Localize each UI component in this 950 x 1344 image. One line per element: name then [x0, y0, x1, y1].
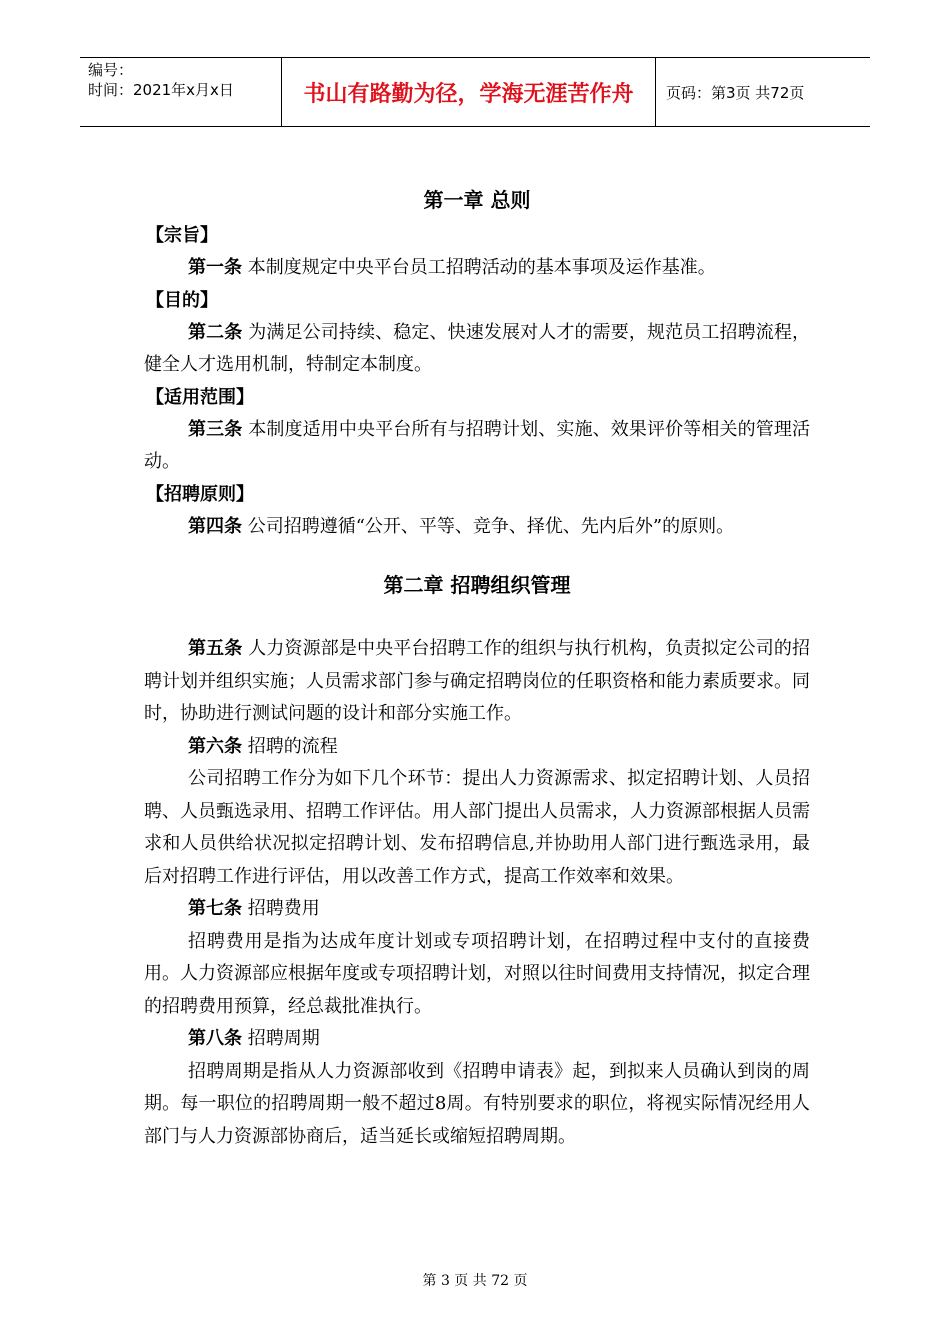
article-text: 本制度适用中央平台所有与招聘计划、实施、效果评价等相关的管理活动。 — [144, 418, 811, 472]
article-text: 人力资源部是中央平台招聘工作的组织与执行机构，负责拟定公司的招聘计划并组织实施；人员需求部门参与确定招聘岗位的任职资格和能力素质要求。同时，协助进行测试问题的设计和部分实施工作。 — [144, 638, 811, 724]
article-lead: 第四条 — [188, 515, 242, 537]
article-lead: 第三条 — [188, 418, 243, 440]
article-2 — [144, 317, 810, 382]
article-lead: 第一条 — [188, 257, 242, 278]
article-text: 公司招聘遵循“公开、平等、竞争、择优、先内后外”的原则。 — [247, 515, 735, 537]
article-5 — [144, 633, 810, 731]
article-4 — [144, 511, 810, 544]
section-heading: 【目的】 — [146, 289, 218, 311]
article-title: 招聘的流程 — [247, 735, 338, 757]
article-lead: 第八条 — [188, 1028, 242, 1049]
article-3 — [144, 414, 810, 479]
chapter-1-title: 第一章 总则 — [423, 188, 531, 212]
header-table — [80, 57, 870, 127]
motto: 书山有路勤为径，学海无涯苦作舟 — [282, 58, 656, 126]
article-text: 为满足公司持续、稳定、快速发展对人才的需要，规范员工招聘流程，健全人才选用机制，特制定本制度。 — [144, 321, 811, 375]
article-6-body: 公司招聘工作分为如下几个环节：提出人力资源需求、拟定招聘计划、人员招聘、人员甄选录用、招聘工作评估。用人部门提出人员需求，人力资源部根据人员需求和人员供给状况拟定招聘计划、发布招聘信息,并协助用人部门进行甄选录用，最后对招聘工作进行评估，用以改善工作方式，提高工作效率和效果。 — [144, 768, 810, 887]
article-8-heading — [144, 1023, 810, 1056]
article-7-body: 招聘费用是指为达成年度计划或专项招聘计划，在招聘过程中支付的直接费用。人力资源部应根据年度或专项招聘计划，对照以往时间费用支持情况，拟定合理的招聘费用预算，经总裁批准执行。 — [144, 930, 810, 1017]
time-label: 时间：2021年x月x日 — [88, 81, 234, 99]
article-title: 招聘周期 — [247, 1028, 320, 1049]
article-title: 招聘费用 — [247, 898, 320, 919]
section-heading: 【宗旨】 — [146, 225, 218, 246]
chapter-2-title: 第二章 招聘组织管理 — [383, 573, 571, 597]
article-lead: 第六条 — [188, 735, 242, 757]
header-meta-cell — [80, 58, 282, 126]
article-lead: 第五条 — [188, 638, 243, 659]
section-heading: 【适用范围】 — [146, 386, 254, 408]
article-lead: 第二条 — [188, 321, 243, 343]
article-1 — [144, 252, 810, 285]
header-page-label: 页码：第3页 共72页 — [666, 83, 805, 102]
number-label: 编号： — [88, 61, 134, 79]
article-text: 本制度规定中央平台员工招聘活动的基本事项及运作基准。 — [247, 257, 716, 278]
section-heading: 【招聘原则】 — [146, 483, 254, 505]
article-lead: 第七条 — [188, 898, 242, 919]
article-7-heading — [144, 893, 810, 926]
page-footer: 第 3 页 共 72 页 — [422, 1273, 528, 1289]
article-6-heading — [144, 731, 810, 764]
document-body — [144, 180, 810, 1153]
article-8-body: 招聘周期是指从人力资源部收到《招聘申请表》起，到拟来人员确认到岗的周期。每一职位的招聘周期一般不超过8周。有特别要求的职位，将视实际情况经用人部门与人力资源部协商后，适当延长或缩短招聘周期。 — [144, 1060, 810, 1147]
